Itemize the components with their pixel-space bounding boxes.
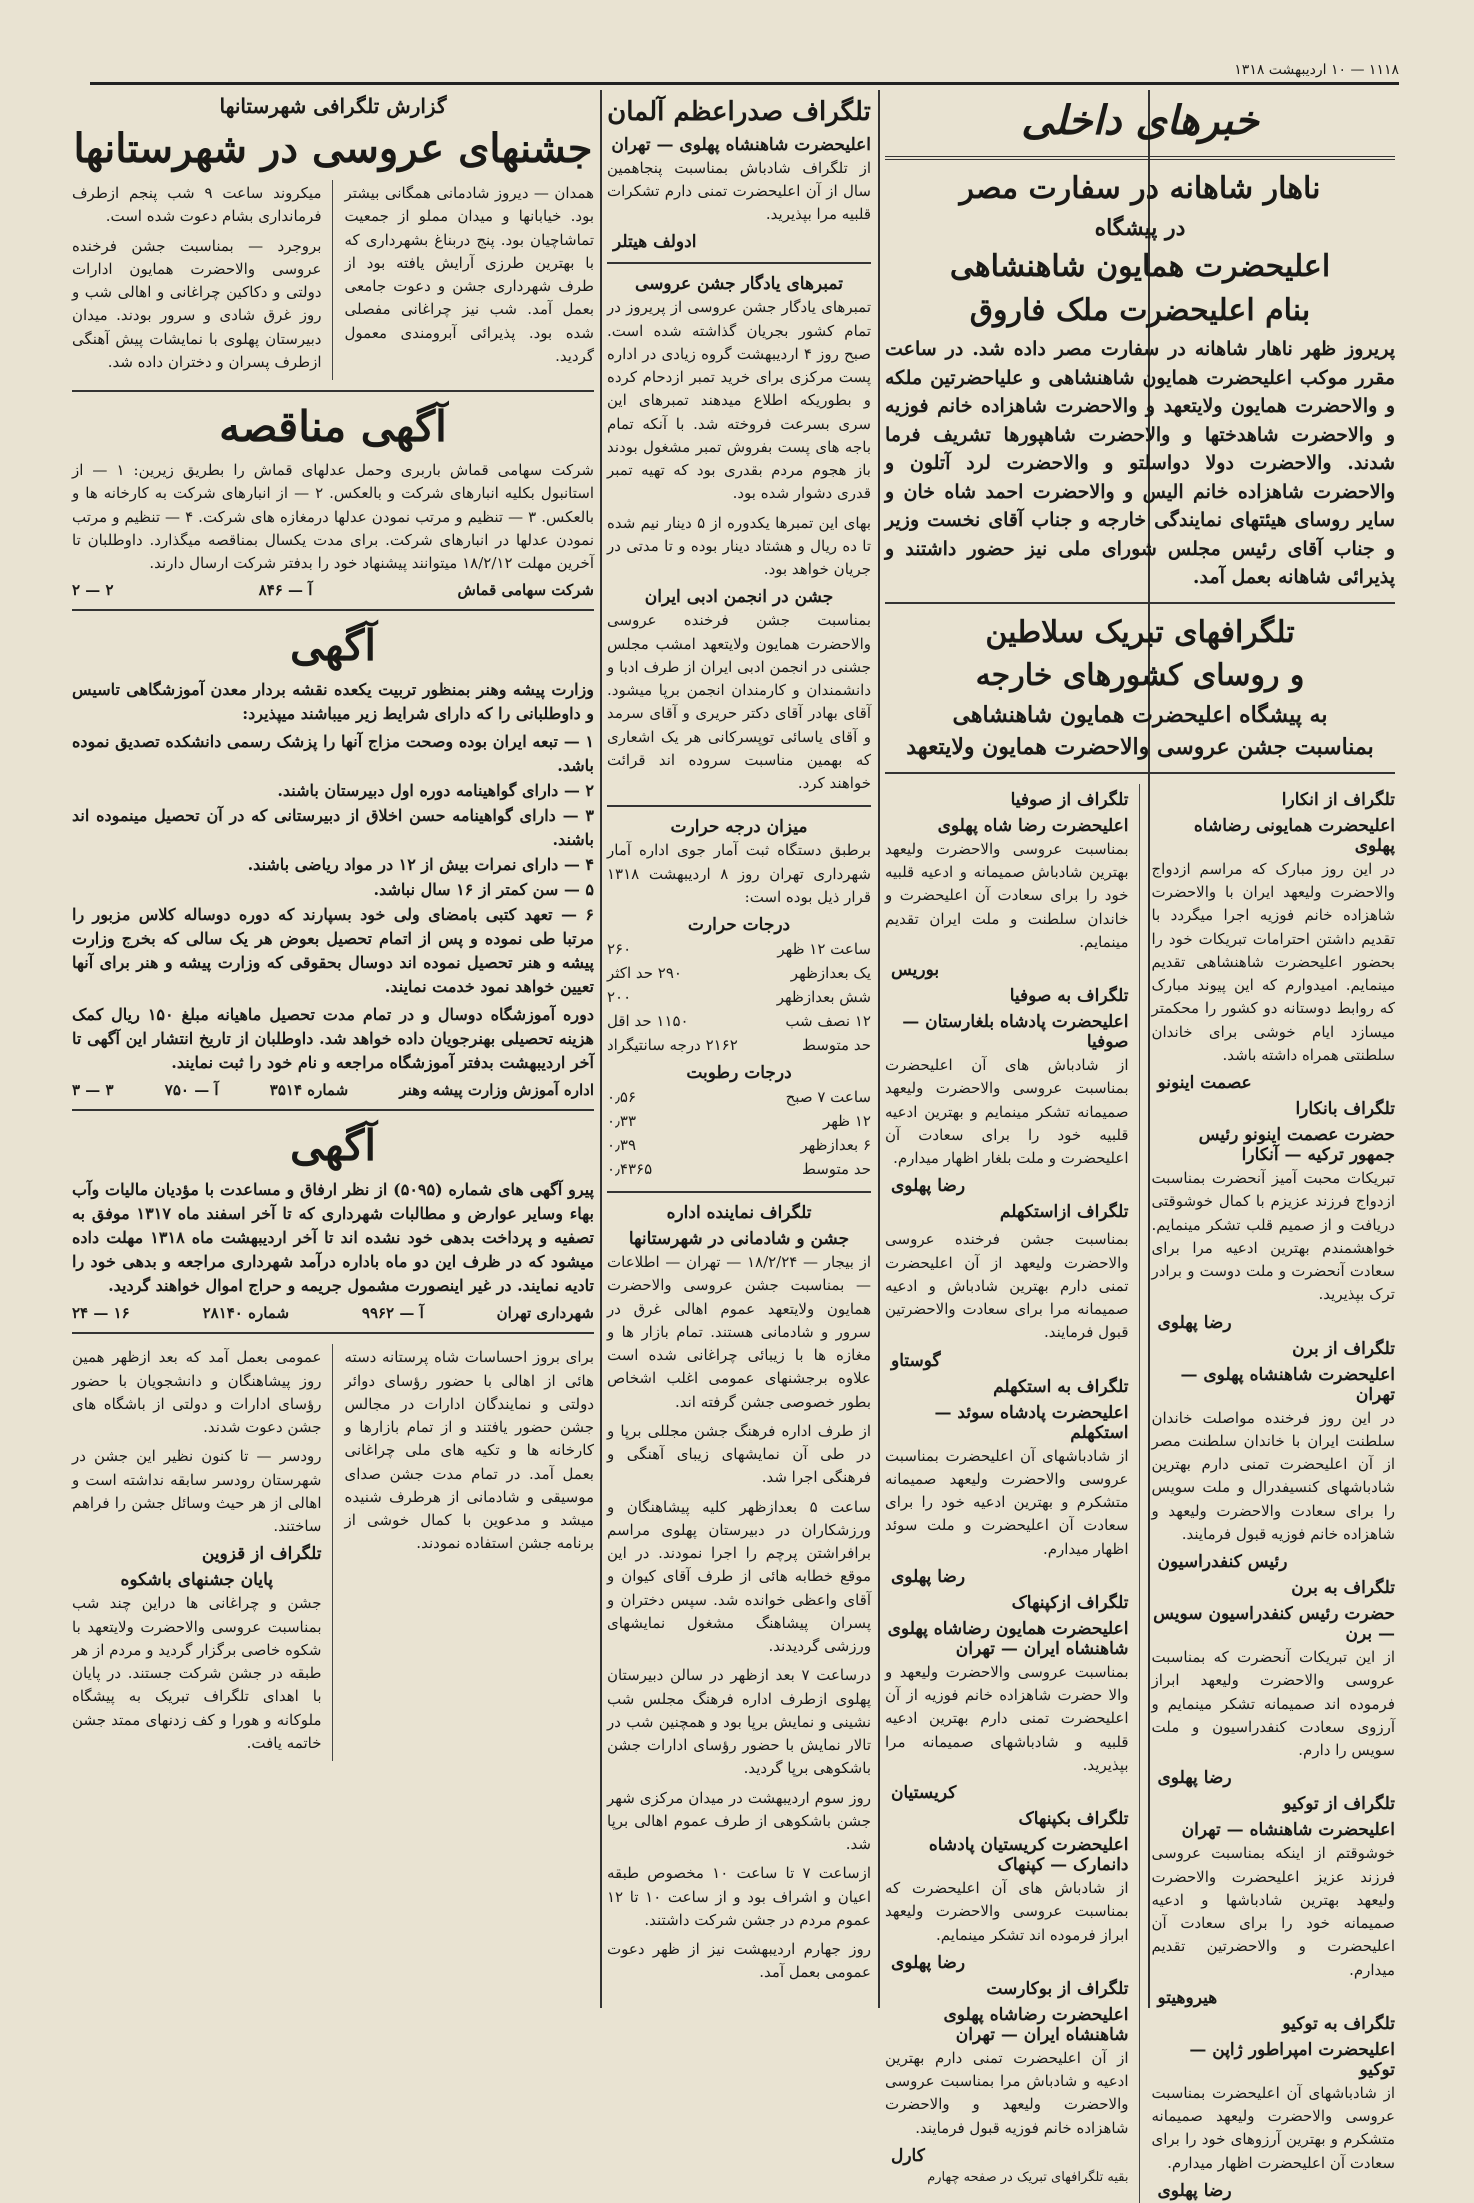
headline: اعلیحضرت همایون شاهنشاهی [949, 249, 1331, 285]
headline: در پیشگاه [1094, 214, 1186, 241]
telegram-text: از تلگراف شادباش بمناسبت پنجاهمین سال از آن اعلیحضرت تمنی دارم تشکرات قلبیه مرا بپذیرید. [607, 158, 871, 223]
telegram-signature: کارل [891, 2145, 925, 2166]
telegram-recipient: اعلیحضرت کریستیان پادشاه دانمارک — کپنهاک [928, 1835, 1129, 1876]
column-middle [607, 90, 871, 2008]
telegram [1152, 1099, 1396, 1333]
column-rule [878, 90, 880, 2008]
divider [72, 1109, 594, 1111]
divider [885, 602, 1395, 604]
ad-school [72, 621, 594, 1099]
telegram-signature: ادولف هیتلر [613, 232, 697, 253]
telegram-title: تلگراف به توکیو [1282, 2013, 1395, 2034]
ad-number: ۲ — ۲ [72, 581, 114, 600]
telegram-title: تلگراف ازکپنهاک [1011, 1592, 1129, 1613]
telegram-title: تلگراف بکپنهاک [1018, 1809, 1129, 1830]
headline: تلگراف از قزوین [201, 1544, 322, 1565]
telegram-text: از شادباشهای آن اعلیحضرت بمناسبت عروسی والاحضرت ولیعهد صمیمانه متشکرم و بهترین ادعیه خود را برای سعادت آن اعلیحضرت و ملت سوئد اظهار میدارم. [885, 1446, 1129, 1558]
telegram [885, 1377, 1129, 1587]
telegram-title: تلگراف به برن [1291, 1578, 1395, 1599]
telegram-text: بمناسبت عروسی والاحضرت ولیعهد و والا حضرت شاهزاده خانم فوزیه از آن اعلیحضرت تمنی دارم بهترین ادعیه قلبیه و شادباشهای صمیمانه مرا بپذیرید. [885, 1662, 1129, 1774]
headline: تلگراف صدراعظم آلمان [607, 97, 871, 127]
article-column [345, 1344, 595, 1761]
ad-signature: شهرداری تهران [496, 1304, 594, 1323]
telegram-signature: بوریس [891, 960, 940, 981]
article-columns [72, 180, 594, 380]
telegram-signature: رئیس کنفدراسیون [1157, 1552, 1288, 1573]
ad-item: ۴ — دارای نمرات بیش از ۱۲ در مواد ریاضی باشند. [247, 855, 594, 875]
article-column [345, 180, 595, 380]
telegram [885, 986, 1129, 1196]
headline: جشن در انجمن ادبی ایران [644, 587, 834, 608]
telegram-text: بمناسبت عروسی والاحضرت ولیعهد بهترین شادباش صمیمانه و ادعیه قلبیه خود را برای سعادت آن اعلیحضرت و خاندان سلطنت و ملت ایران تقدیم مینمایم. [885, 839, 1129, 951]
telegram-text: از این تبریکات آنحضرت که بمناسبت عروسی والاحضرت ولیعهد ابراز فرموده اند صمیمانه تشکر مینمایم و آرزوی سعادت کنفدراسیون و ملت سویس را دارم. [1151, 1648, 1395, 1760]
headline: به پیشگاه اعلیحضرت همایون شاهنشاهی [952, 701, 1328, 728]
ad-title: آگهی [289, 621, 377, 671]
table-row: ۱۲ نصف شب ۱۱۵۰ حد اقل [607, 1012, 871, 1030]
telegram-title: تلگراف از بوکارست [986, 1978, 1129, 1999]
ad-item: ۵ — سن کمتر از ۱۶ سال نباشد. [373, 880, 594, 900]
telegram-text: از شادباش های آن اعلیحضرت که بمناسبت عروسی والاحضرت ولیعهد ابراز فرموده اند تشکر مینمایم. [885, 1879, 1129, 1944]
telegram [1152, 1794, 1396, 2008]
divider [885, 156, 1395, 160]
telegram-recipient: اعلیحضرت رضا شاه پهلوی [937, 815, 1129, 836]
article-text: روز جهارم اردیبهشت نیز از ظهر دعوت عمومی بعمل آمد. [607, 1940, 871, 1982]
ad-footer [72, 1304, 594, 1322]
table-row: ۱۲ ظهر ۰٫۳۳ [607, 1112, 871, 1130]
telegram-signature: رضا پهلوی [1157, 1312, 1232, 1333]
telegram-text: از شادباش های آن اعلیحضرت بمناسبت عروسی والاحضرت ولیعهد صمیمانه تشکر مینمایم و بهترین ادعیه قلبیه خود را برای سعادت آن اعلیحضرت و ملت بلغار اظهار میدارم. [885, 1056, 1129, 1168]
telegram [885, 790, 1129, 980]
headline: پایان جشنهای باشکوه [120, 1570, 273, 1591]
masthead-rule [90, 82, 1399, 85]
article-column [72, 1344, 333, 1761]
ad-number: آ — ۸۴۶ [258, 581, 313, 600]
ad-number: ۱۶ — ۲۴ [72, 1304, 130, 1323]
table-title: درجات حرارت [687, 915, 791, 935]
telegram-title: تلگراف به استکهلم [993, 1376, 1129, 1397]
telegram-title: تلگراف از برن [1292, 1338, 1395, 1359]
ad-footer [72, 1081, 594, 1099]
telegram-text: بمناسبت جشن فرخنده عروسی والاحضرت ولیعهد از آن اعلیحضرت تمنی دارم بهترین شادباش و ادعیه صمیمانه مرا برای سعادت والاحضرتین قبول فرمایند. [885, 1230, 1129, 1342]
telegram-signature: رضا پهلوی [891, 1566, 966, 1587]
telegram-title: تلگراف به صوفیا [1009, 986, 1129, 1007]
table-row: حد متوسط ۲۱۶۲ درجه سانتیگراد [607, 1036, 871, 1054]
telegram-text: خوشوقتم از اینکه بمناسبت عروسی فرزند عزیز اعلیحضرت والاحضرت ولیعهد بهترین شادباشها و ادعیه صمیمانه خود را برای سعادت آن اعلیحضرت و والاحضرتین تقدیم میدارم. [1151, 1844, 1395, 1979]
divider [72, 609, 594, 611]
ad-item: ۶ — تعهد کتبی بامضای ولی خود بسپارند که دوره دوساله کلاس مزبور را مرتبا طی نموده و پس از اتمام تحصیل بعوض هر یک سالی که بخرج وزارت پیشه و هنر تحصیل نموده اند دوسال بحقوقی که وزارت پیشه و هنر برای آنها تعیین خواهد نمود خدمت نمایند. [72, 905, 595, 997]
headline: جشن و شادمانی در شهرستانها [628, 1229, 850, 1249]
telegram-column-left [885, 784, 1140, 2203]
headline: تلگراف نماینده اداره [666, 1203, 812, 1223]
column-domestic-news [885, 90, 1395, 2201]
article-text: از طرف اداره فرهنگ جشن مجللی برپا و در طی آن نمایشهای زیبای آهنگی و فرهنگی اجرا شد. [607, 1421, 871, 1487]
article-columns [72, 1344, 594, 1761]
ad-signature: شرکت سهامی قماش [457, 581, 594, 600]
article-text: بمناسبت جشن فرخنده عروسی والاحضرت همایون ولایتعهد امشب مجلس جشنی در انجمن ادبی ایران از طرف ادبا و دانشمندان و کارمندان انجمن برپا میشود. آقای بهادر آقای دکتر حریری و آقای سرمد و آقای یاسائی توپسرکانی هر یک اشعاری که بهمین مناسبت سروده اند قرائت خواهند کرد. [607, 611, 871, 792]
article-column [72, 180, 333, 380]
telegram-recipient: اعلیحضرت شاهنشاه پهلوی — تهران [1180, 1364, 1395, 1405]
ad-text: وزارت پیشه وهنر بمنظور تربیت یکعده نقشه بردار معدن آموزشگاهی تاسیس و داوطلبانی را که دارای شرایط زیر میباشند میپذیرد: [72, 680, 594, 724]
table-row: حد متوسط ۰٫۴۳۶۵ [607, 1160, 871, 1178]
divider [607, 1191, 871, 1193]
table-row: ساعت ۷ صبح ۰٫۵۶ [607, 1088, 871, 1106]
telegram-signature: گوستاو [891, 1350, 941, 1371]
telegram-signature: هیروهیتو [1157, 1987, 1218, 2008]
ad-item: ۱ — تبعه ایران بوده وصحت مزاج آنها را پزشک رسمی دانشکده تصدیق نموده باشد. [72, 732, 595, 776]
headline: و روسای کشورهای خارجه [975, 658, 1305, 694]
telegram-recipient: اعلیحضرت رضاشاه پهلوی شاهنشاه ایران — تهران [943, 2004, 1129, 2045]
section-kicker: گزارش تلگرافی شهرستانها [219, 94, 447, 118]
ad-municipality [72, 1121, 594, 1322]
telegram-columns [885, 784, 1395, 2203]
telegram-title: تلگراف از انکارا [1281, 789, 1395, 810]
telegram-text: در این روز فرخنده مواصلت خاندان سلطنت ایران با خاندان سلطنت مصر از آن اعلیحضرت تمنی دارم بهترین شادباشهای کنسیفدرال و ملت سویس را برای سعادت والاحضرت ولیعهد و شاهزاده خانم فوزیه قبول فرمایند. [1151, 1408, 1395, 1543]
telegram-signature: عصمت اینونو [1157, 1073, 1252, 1094]
article-text: رودسر — تا کنون نظیر این جشن در شهرستان رودسر سابقه نداشته است و اهالی از هر حیث وسائل جشن را فراهم ساختند. [72, 1447, 322, 1535]
telegram-signature: رضا پهلوی [891, 1952, 966, 1973]
article-text: جشن و چراغانی ها دراین چند شب بمناسبت عروسی والاحضرت ولایتعهد با شکوه خاصی برگزار گردید و مردم از هر طبقه در جشن شرکت جستند. در پایان با اهدای تلگراف تبریک به پیشگاه ملوکانه و هورا و کف زدنهای ممتد جشن خاتمه یافت. [72, 1594, 322, 1752]
table-row: ۶ بعدازظهر ۰٫۳۹ [607, 1136, 871, 1154]
telegram-recipient: اعلیحضرت همایونی رضاشاه پهلوی [1193, 815, 1395, 856]
ad-number: ۳ — ۳ [72, 1081, 114, 1100]
telegram [885, 1979, 1129, 2166]
telegram [1152, 1578, 1396, 1788]
telegram-title: تلگراف از صوفیا [1010, 789, 1129, 810]
telegram-recipient: اعلیحضرت امپراطور ژاپن — توکیو [1189, 2039, 1395, 2080]
headline: بمناسبت جشن عروسی والاحضرت همایون ولایتعهد [906, 734, 1374, 761]
telegram [885, 1202, 1129, 1370]
telegram-text: از آن اعلیحضرت تمنی دارم بهترین ادعیه و شادباش مرا بمناسبت عروسی والاحضرت ولیعهد و والاحضرت شاهزاده خانم فوزیه قبول فرمایند. [885, 2048, 1129, 2137]
article-text: درساعت ۷ بعد ازظهر در سالن دبیرستان پهلوی ازطرف اداره فرهنگ مجلس شب نشینی و نمایش برپا بود و همچنین شب در تالار نمایش با حضور رؤسای ادارات جشن باشکوهی برپا گردید. [607, 1666, 871, 1778]
telegram-column-right [1152, 784, 1396, 2203]
table-row: شش بعدازظهر ۲۰۰ [607, 988, 871, 1006]
telegram-text: تبریکات محبت آمیز آنحضرت بمناسبت ازدواج فرزند عزیزم با کمال خوشوقتی دریافت و از صمیم قلب تشکر مینمایم. خواهشمندم بهترین ادعیه مرا برای سعادت آنحضرت و ملت دوست و برادر ترک بپذیرید. [1151, 1169, 1395, 1304]
ad-text: شرکت سهامی قماش باربری وحمل عدلهای قماش را بطریق زیرین: ۱ — از استانبول بکلیه انبارهای شرکت و بالعکس. ۲ — از انبارهای شرکت به کارخانه ها و بالعکس. ۳ — تنظیم و مرتب نمودن عدلها درمغازه های شرکت. ۴ — تنظیم و مرتب نمودن عدلها در انبارهای شرکت. برای مدت یکسال بمناقصه میگذارد. داوطلبان تا آخرین مهلت ۱۸/۲/۱۲ میتوانند پیشنهاد خود را بدفتر شرکت ارسال دارند. [72, 461, 594, 572]
telegram-recipient: اعلیحضرت شاهنشاه پهلوی — تهران [611, 134, 871, 155]
divider [607, 805, 871, 807]
telegram-signature: رضا پهلوی [1157, 1768, 1232, 1789]
telegram-recipient: اعلیحضرت پادشاه بلغارستان — صوفیا [902, 1012, 1129, 1053]
continued-note: بقیه تلگرافهای تبریک در صفحه چهارم [927, 2169, 1129, 2185]
table-row: ساعت ۱۲ ظهر ۲۶۰ [607, 940, 871, 958]
divider [885, 772, 1395, 774]
ad-number: آ — ۹۹۶۲ [361, 1304, 424, 1323]
section-title: خبرهای داخلی [1021, 97, 1259, 144]
article-text: برطبق دستگاه ثبت آمار جوی اداره آمار شهرداری تهران روز ۸ اردیبهشت ۱۳۱۸ قرار ذیل بوده است: [607, 841, 871, 906]
headline: تمبرهای یادگار جشن عروسی [634, 274, 843, 295]
telegram-recipient: حضرت رئیس کنفدراسیون سویس — برن [1153, 1604, 1395, 1645]
ad-number: شماره ۲۸۱۴۰ [202, 1304, 290, 1323]
divider [72, 1332, 594, 1334]
ad-text: پیرو آگهی های شماره (۵۰۹۵) از نظر ارفاق و مساعدت با مؤدیان مالیات وآب بهاء وسایر عوارض و مطالبات شهرداری که تا آخر اسفند ماه ۱۳۱۷ موفق به تصفیه و پرداخت بدهی خود نشده اند تا آخر اردیبهشت ماه ۱۳۱۸ مهلت داده میشود که در ظرف این دو ماه باداره درآمد شهرداری مراجعه و بدهی خود را تادیه نمایند. در غیر اینصورت مشمول جریمه و حراج اموال خواهند گردید. [72, 1180, 595, 1296]
divider [72, 390, 594, 392]
headline: میزان درجه حرارت [670, 817, 808, 838]
ad-number: شماره ۳۵۱۴ [269, 1081, 349, 1100]
ad-title: آگهی مناقصه [219, 402, 447, 451]
telegram-signature: رضا پهلوی [891, 1176, 966, 1197]
headline: بنام اعلیحضرت ملک فاروق [969, 292, 1311, 328]
article-text: ازساعت ۷ تا ساعت ۱۰ مخصوص طبقه اعیان و اشراف بود و از ساعت ۱۰ تا ۱۲ عموم مردم در جشن شرکت داشتند. [607, 1864, 872, 1929]
masthead-bar [90, 62, 1399, 78]
article-lead: پریروز ظهر ناهار شاهانه در سفارت مصر داده شد. در ساعت مقرر موکب اعلیحضرت همایون شاهنشاهی و علیاحضرتین ملکه و والاحضرت همایون ولایتعهد و والاحضرت شاهزاده خانم فوزیه و والاحضرت شاهدختها و والاحضرت شاهپورها تشریف فرما شدند. والاحضرت دولا دواسلتو و والاحضرت لرد آتلون و والاحضرت شاهزاده خانم الیس و والاحضرت احمد شاه خان و سایر روسای هیئتهای نمایندگی خارجه و جناب آقای نخست وزیر و جناب آقای رئیس مجلس شورای ملی نیز حضور داشتند و پذیرائی شاهانه بعمل آمد. [885, 338, 1395, 589]
telegram [885, 1809, 1129, 1973]
divider [607, 262, 871, 264]
temperature-table [607, 937, 871, 1057]
table-row: یک بعدازظهر ۲۹۰ حد اکثر [607, 964, 871, 982]
telegram [1152, 790, 1396, 1093]
telegram-signature: رضا پهلوی [1157, 2180, 1232, 2201]
headline: ناهار شاهانه در سفارت مصر [959, 171, 1321, 206]
telegram [1152, 2014, 1396, 2201]
column-left [72, 90, 594, 2008]
article-text: بهای این تمبرها یکدوره از ۵ دینار نیم شده تا ده ریال و هشتاد دینار بوده و تا مدتی در جریان خواهد بود. [607, 513, 871, 578]
telegram-recipient: اعلیحضرت همایون رضاشاه پهلوی شاهنشاه ایران — تهران [887, 1618, 1129, 1659]
telegram [1152, 1339, 1396, 1573]
ad-title: آگهی [289, 1121, 377, 1171]
ad-text: دوره آموزشگاه دوسال و در تمام مدت تحصیل ماهیانه مبلغ ۱۵۰ ریال کمک هزینه تحصیلی بهنرجویان داده خواهد شد. داوطلبان از تاریخ انتشار این آگهی تا آخر اردیبهشت بدفتر آموزشگاه مراجعه و نام خود را ثبت نمایند. [72, 1005, 595, 1073]
ad-footer [72, 581, 594, 599]
ad-number: آ — ۷۵۰ [164, 1081, 219, 1100]
folio: ۱۱۱۸ — ۱۰ اردیبهشت ۱۳۱۸ [1234, 62, 1399, 78]
article-text: میکروند ساعت ۹ شب پنجم ازطرف فرمانداری بشام دعوت شده است. [72, 184, 322, 226]
table-title: درجات رطوبت [686, 1063, 792, 1083]
article-text: بروجرد — بمناسبت جشن فرخنده عروسی والاحضرت همایون ادارات دولتی و دکاکین چراغانی و اهالی شب و روز غرق شادی و سرور بودند. میدان دبیرستان پهلوی با نمایشات پیش آهنگی ازطرف پسران و دختران داده شد. [72, 236, 322, 371]
telegram-recipient: اعلیحضرت پادشاه سوئد — استکهلم [934, 1402, 1129, 1443]
article-text: تمبرهای یادگار جشن عروسی از پریروز در تمام کشور بجریان گذاشته شده است. صبح روز ۴ اردیبهشت گروه زیادی در اداره پست مرکزی برای خرید تمبر ازدحام کرده و بطوریکه اطلاع میدهند تمبرهای این سری بسرعت فروخته شد. با آنکه تمام باجه های پست بفروش تمبر مشغول بودند باز هجوم مردم بقدری بود که تهیه تمبر قدری دشوار شده بود. [607, 298, 871, 503]
ad-item: ۲ — دارای گواهینامه دوره اول دبیرستان باشند. [277, 781, 594, 801]
article-text: برای بروز احساسات شاه پرستانه دسته هائی از اهالی با حضور رؤسای دوائر دولتی و نمایندگان ادارات در مجالس جشن حضور یافتند و از تمام بازارها و کارخانه ها و تکیه های ملی چراغانی بعمل آمد. در تمام مدت جشن صدای موسیقی و شادمانی از هرطرف شنیده میشد و مدعوین با کمال خوشی از برنامه جشن استفاده نمودند. [344, 1348, 594, 1553]
humidity-table [607, 1085, 871, 1181]
article-text: از بیجار — ۱۸/۲/۲۴ — تهران — اطلاعات — بمناسبت جشن عروسی والاحضرت همایون ولایتعهد عموم اهالی غرق در سرور و شادمانی هستند. تمام بازار ها و مغازه ها با زیبائی چراغانی شده است علاوه برجشنهای عمومی اغلب اشخاص بطور خصوصی جشن گرفته اند. [607, 1253, 871, 1411]
article-text: عمومی بعمل آمد که بعد ازظهر همین روز پیشاهنگان و دانشجویان با حضور رؤسای ادارات و دولتی از باشگاه های جشن دعوت شدند. [72, 1348, 322, 1436]
ad-tender [72, 402, 594, 599]
telegram-recipient: حضرت عصمت اینونو رئیس جمهور ترکیه — آنکارا [1198, 1125, 1395, 1166]
article-text: روز سوم اردیبهشت در میدان مرکزی شهر جشن باشکوهی از طرف عموم اهالی برپا شد. [607, 1788, 871, 1853]
article-text: همدان — دیروز شادمانی همگانی بیشتر بود. خیابانها و میدان مملو از جمعیت تماشاچیان بود. پنج دربناغ بشهرداری که با بهترین طرزی آرایش یافته بود از طرف شهرداری جشن و دعوت جامعی بعمل آمد. شب نیز چراغانی مفصلی شده بود. پذیرائی آبرومندی معمول گردید. [344, 184, 594, 365]
headline: تلگرافهای تبریک سلاطین [985, 614, 1295, 650]
column-rule [600, 90, 602, 2008]
telegram-signature: کریستیان [891, 1783, 957, 1804]
telegram-recipient: اعلیحضرت شاهنشاه — تهران [1181, 1820, 1395, 1841]
telegram-title: تلگراف از توکیو [1283, 1794, 1395, 1815]
telegram-title: تلگراف بانکارا [1295, 1099, 1395, 1120]
ad-item: ۳ — دارای گواهینامه حسن اخلاق از دبیرستانی که در آن تحصیل مینموده اند باشند. [72, 806, 594, 850]
article-text: ساعت ۵ بعدازظهر کلیه پیشاهنگان و ورزشکاران در دبیرستان پهلوی مراسم برافراشتن پرچم را اجرا نمودند. در این موقع خطابه هائی از طرف آقای کیوان و آقای واعظی خوانده شد. سپس دختران و پسران پیشاهنگ مشغول نمایشهای ورزشی گردیدند. [607, 1497, 871, 1655]
telegram-title: تلگراف ازاستکهلم [999, 1202, 1129, 1223]
telegram-text: از شادباشهای آن اعلیحضرت بمناسبت عروسی والاحضرت ولیعهد صمیمانه متشکرم و بهترین آرزوهای خود را برای سعادت آن اعلیحضرت اظهار میدارم. [1151, 2083, 1395, 2172]
telegram-text: در این روز مبارک که مراسم ازدواج والاحضرت ولیعهد ایران با والاحضرت شاهزاده خانم فوزیه اجرا میگردد با تقدیم داشتن احترامات تبریکات خود را بحضور اعلیحضرت شاهنشاهی تقدیم مینمایم. امیدوارم که این پیوند مبارک که روابط دوستانه دو کشور را محکمتر میسازد ایام خوشی برای خاندان سلطنتی همراه داشته باشد. [1151, 859, 1395, 1064]
ad-signature: اداره آموزش وزارت پیشه وهنر [399, 1081, 594, 1100]
telegram [885, 1593, 1129, 1803]
headline: جشنهای عروسی در شهرستانها [73, 125, 593, 172]
